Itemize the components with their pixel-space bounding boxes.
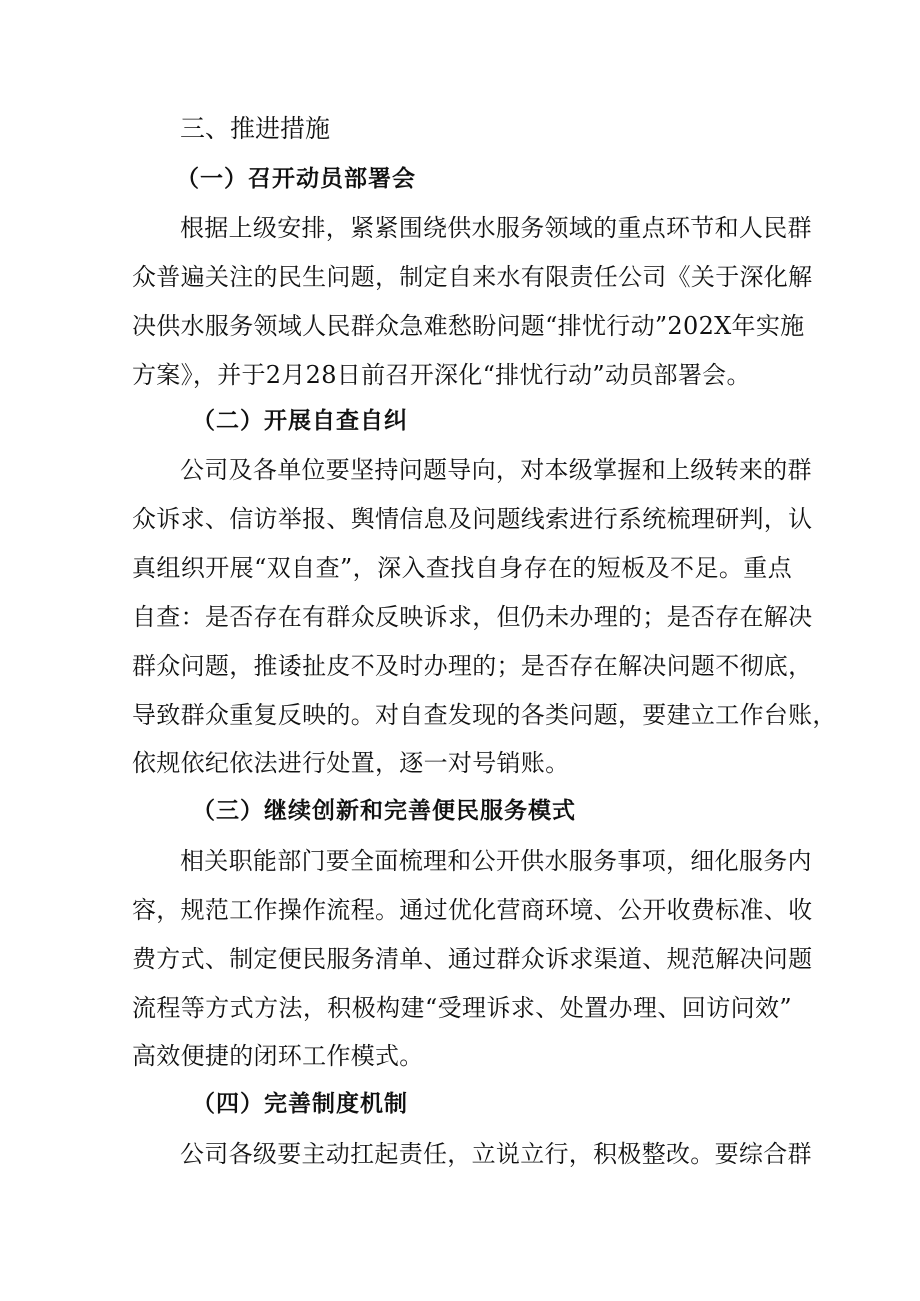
paragraph-line: 高效便捷的闭环工作模式。 [132,1042,424,1070]
paragraph-line: 真组织开展“双自查”，深入查找自身存在的短板及不足。重点 [132,554,792,582]
paragraph-line: 根据上级安排，紧紧围绕供水服务领域的重点环节和人民群 [180,214,812,242]
paragraph-line: 公司各级要主动扛起责任，立说立行，积极整改。要综合群 [180,1140,812,1168]
subsection-heading-4: （四）完善制度机制 [192,1091,408,1117]
paragraph-line: 费方式、制定便民服务清单、通过群众诉求渠道、规范解决问题 [132,945,813,973]
section-title: 三、推进措施 [180,114,331,143]
paragraph-line: 决供水服务领域人民群众急难愁盼问题“排忧行动”202X年实施 [132,312,805,340]
paragraph-line: 方案》，并于2月28日前召开深化“排忧行动”动员部署会。 [132,361,751,389]
paragraph-line: 依规依纪依法进行处置，逐一对号销账。 [132,749,570,777]
paragraph-line: 公司及各单位要坚持问题导向，对本级掌握和上级转来的群 [180,456,812,484]
subsection-heading-2: （二）开展自查自纠 [192,408,408,434]
paragraph-line: 众诉求、信访举报、舆情信息及问题线索进行系统梳理研判，认 [132,505,813,533]
subsection-heading-1: （一）召开动员部署会 [176,166,416,192]
paragraph-line: 流程等方式方法，积极构建“受理诉求、处置办理、回访问效” [132,994,792,1022]
paragraph-line: 众普遍关注的民生问题，制定自来水有限责任公司《关于深化解 [132,263,813,291]
subsection-heading-3: （三）继续创新和完善便民服务模式 [192,798,576,824]
paragraph-line: 导致群众重复反映的。对自查发现的各类问题，要建立工作台账， [132,701,837,729]
paragraph-line: 容，规范工作操作流程。通过优化营商环境、公开收费标准、收 [132,896,813,924]
paragraph-line: 自查：是否存在有群众反映诉求，但仍未办理的；是否存在解决 [132,603,813,631]
paragraph-line: 群众问题，推诿扯皮不及时办理的；是否存在解决问题不彻底， [132,652,813,680]
paragraph-line: 相关职能部门要全面梳理和公开供水服务事项，细化服务内 [180,847,812,875]
